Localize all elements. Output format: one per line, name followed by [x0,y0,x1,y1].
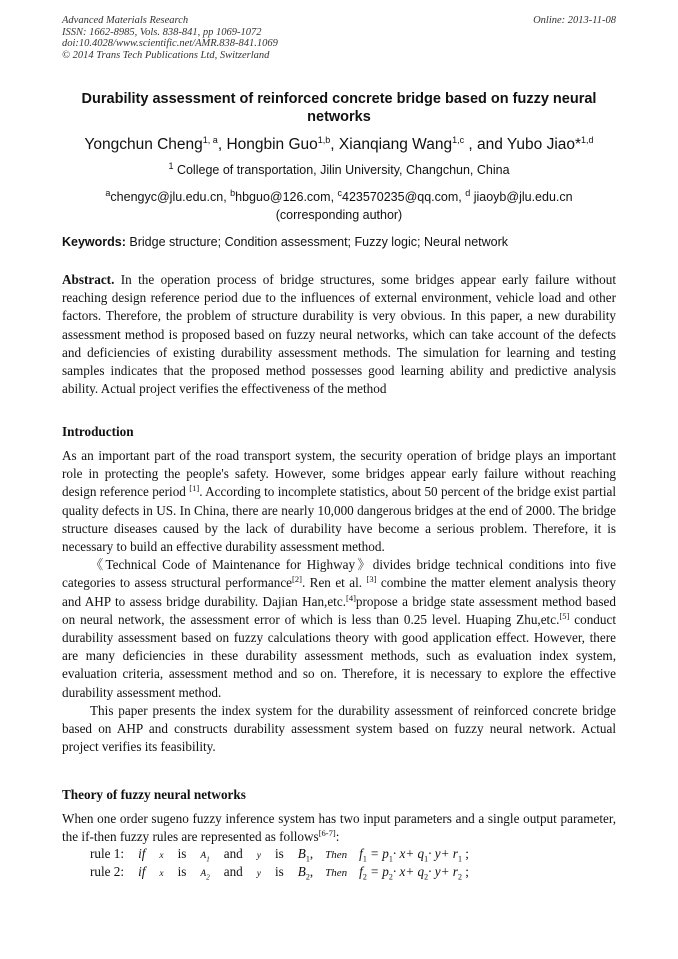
abstract-label: Abstract. [62,272,115,287]
doi-line: doi:10.4028/www.scientific.net/AMR.838-841.1069 [62,38,278,49]
author-name: Yongchun Cheng [84,136,203,154]
author-list: Yongchun Cheng$^{1, a}$, Hongbin Guo$^{1,b}$, Xianqiang Wang$^{1,c}$ , and Yubo Jiao*$^{1,d}$ [84,135,594,154]
author-name: Hongbin Guo [226,136,318,154]
citation[interactable]: [6-7] [318,828,336,839]
paragraph: 《Technical Code of Maintenance for Highway》divides bridge technical conditions into five categories to assess structural performance[2]. Ren et al. [3] combine the matter element analysis theory and AHP to assess bridge durability. Dajian Han,etc.[4]propose a bridge state assessment method based on neural network, the assessment error of which is less than 0.25 level. Huaping Zhu,etc.[5] conduct durability assessment based on fuzzy calculations theory with good application effect. However, there are many deficiencies in these durability assessment methods, such as evaluation index system, evaluation criteria, assessment method and so on. Therefore, it is necessary to explore the effective durability assessment method. [62,557,617,700]
affil-text: College of transportation, Jilin University, Changchun, China [176,163,510,178]
citation[interactable]: [3] [366,574,377,585]
abstract [62,271,616,398]
paragraph: When one order sugeno fuzzy inference system has two input parameters and a single output parameter, the if-then fuzzy rules are represented as follows[6-7]: [62,811,616,845]
citation[interactable]: [1] [189,483,200,494]
email-marker: c [337,188,343,198]
author-name: Xianqiang Wang [338,136,453,154]
keywords [62,234,616,250]
fuzzy-rule: rule 2: if x is $A_2$ and y is $B_2$, Then $f_2 = p_2\cdot x+ q_2\cdot y+ r_2$ ; [90,864,469,882]
email-marker: a [105,188,111,198]
email-marker: d [465,188,471,198]
author-affil: 1, a [202,135,218,145]
paragraph: This paper presents the index system for the durability assessment of reinforced concrete bridge based on AHP and constructs durability assessment system based on fuzzy neural network. Actual project verifies its feasibility. [62,702,616,755]
abstract-text: In the operation process of bridge structures, some bridges appear early failure without reaching design reference period due to the influences of external environment, vehicle load and other factors. Therefore, the problem of structure durability is very obvious. In this paper, a new durability assessment method is proposed based on fuzzy neural networks, which can take account of the defects and deficiencies of existing durability assessment methods. The simulation for learning and testing samples indicates that the proposed method possesses good learning ability and predictive analysis ability. Actual project verifies the effectiveness of the method [62,272,616,397]
section-heading: Theory of fuzzy neural networks [62,787,246,802]
citation[interactable]: [4] [346,592,356,603]
corresponding-note: (corresponding author) [275,208,403,223]
author-affil: 1,c [452,135,465,145]
email-address: jiaoyb@jlu.edu.cn [473,190,573,205]
keywords-label: Keywords: [62,235,126,249]
author-affil: 1,b [317,135,331,145]
keywords-text: Bridge structure; Condition assessment; Fuzzy logic; Neural network [129,235,509,249]
email-line: $^a$chengyc@jlu.edu.cn, $^b$hbguo@126.com, $^c$423570235@qq.com, $^d$ jiaoyb@jlu.edu.cn [105,188,573,205]
email-address: chengyc@jlu.edu.cn [110,190,224,205]
issn-line: ISSN: 1662-8985, Vols. 838-841, pp 1069-1072 [62,26,262,38]
email-address: hbguo@126.com [235,190,331,205]
affil-marker: 1 [168,161,174,171]
author-affil: 1,d [581,135,594,145]
journal-name: Advanced Materials Research [62,15,189,26]
author-name: Yubo Jiao* [506,136,582,154]
email-block [62,184,616,224]
citation[interactable]: [2] [292,574,302,585]
email-marker: b [230,188,236,198]
theory-body [62,810,616,846]
email-address: 423570235@qq.com [342,190,459,205]
citation[interactable]: [5] [559,610,570,621]
paragraph: As an important part of the road transport system, the security operation of bridge plays an important role in protecting the people's safety. However, some bridges appear early failure without reaching design reference period [1]. According to incomplete statistics, about 50 percent of the bridge exist partial quality defects in US. In China, there are nearly 10,000 dangerous bridges at the end of 2000. The bridge structure diseases caused by the lack of durability have become a serious problem. Therefore, it is necessary to build an effective durability assessment method. [62,448,617,555]
introduction-body [62,447,616,756]
paper-title: Durability assessment of reinforced concrete bridge based on fuzzy neural networks [81,91,597,125]
journal-header [62,15,616,61]
affiliation [62,158,616,178]
fuzzy-rule: rule 1: if x is $A_1$ and y is $B_1$, Then $f_1 = p_1\cdot x+ q_1\cdot y+ r_1$ ; [90,846,469,864]
online-date: Online: 2013-11-08 [533,15,616,26]
copyright-line: © 2014 Trans Tech Publications Ltd, Switzerland [62,49,270,61]
section-heading: Introduction [62,424,134,439]
